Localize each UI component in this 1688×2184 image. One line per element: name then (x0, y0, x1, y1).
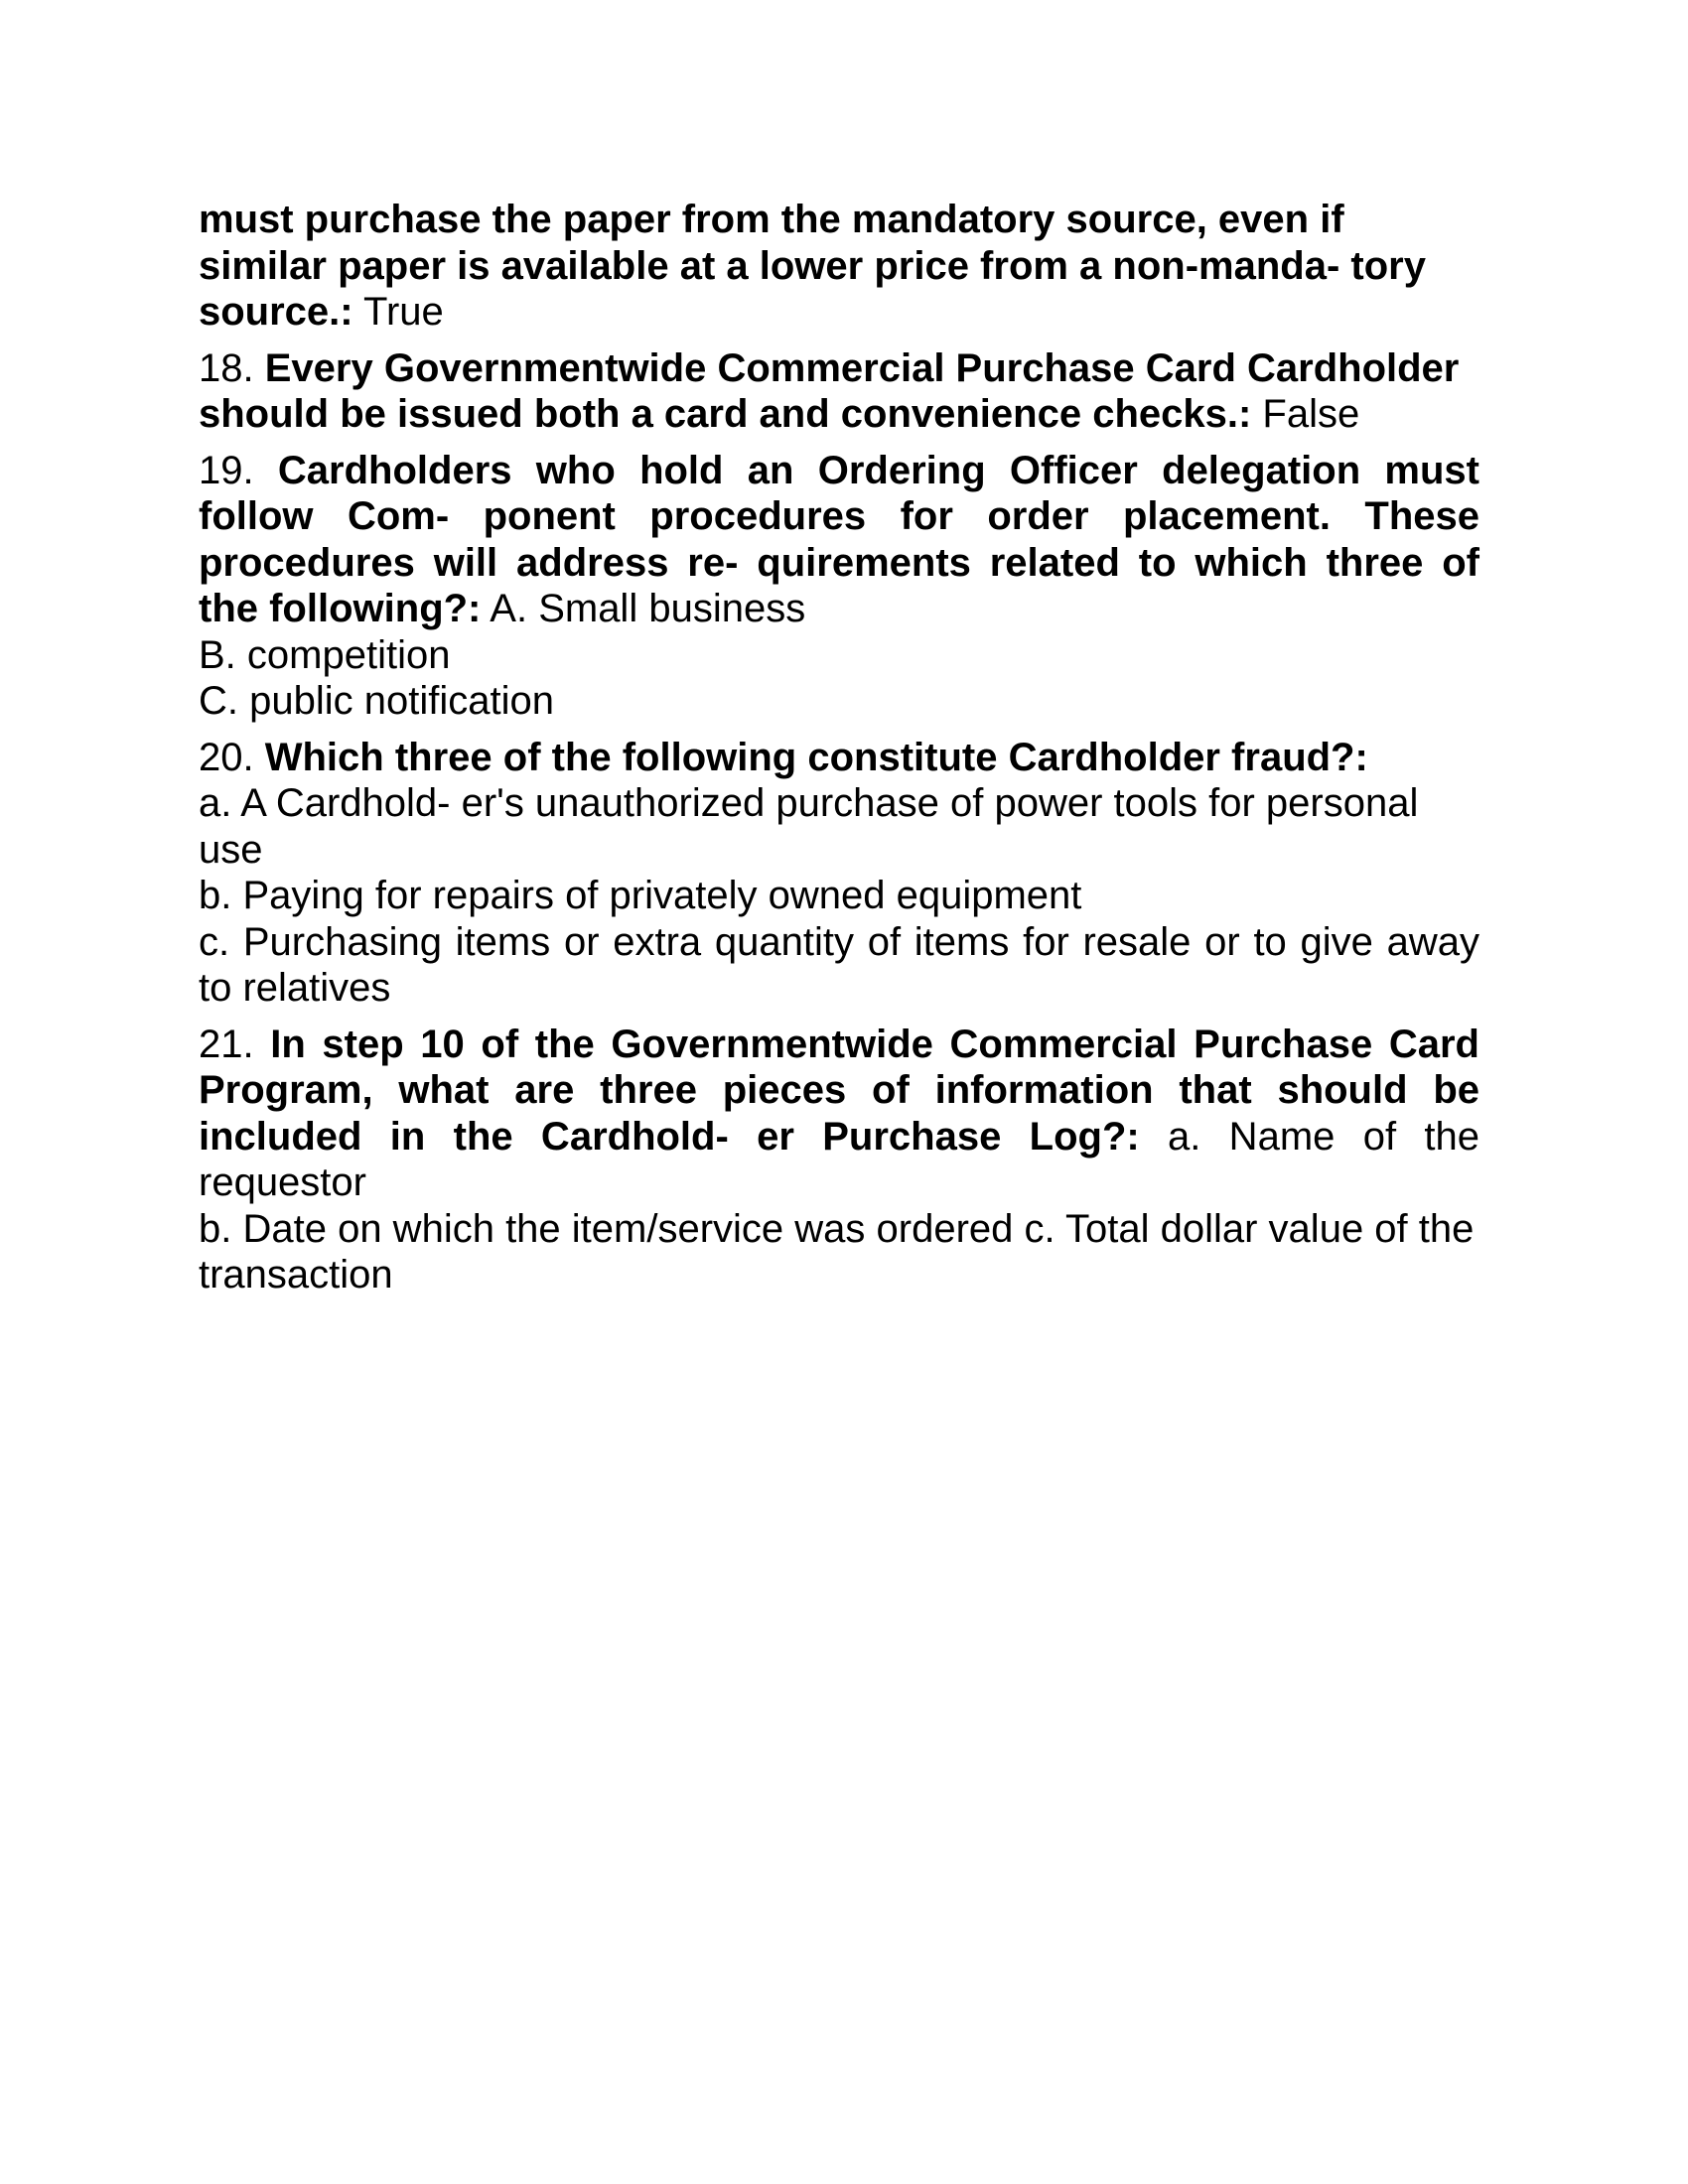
question-text: In step 10 of the Governmentwide Commercial Purchase Card Program, what are three pieces of information that should be included in the Cardhold- er Purchase Log?: (199, 1022, 1479, 1159)
qa-entry-18 (199, 345, 1479, 438)
answer-line: b. Paying for repairs of privately owned equipment (199, 874, 1082, 917)
question-text: must purchase the paper from the mandatory source, even if similar paper is available at a lower price from a non-manda- tory source.: (199, 198, 1426, 334)
answer-text: A. Small business (490, 587, 806, 630)
answer-line: c. Purchasing items or extra quantity of items for resale or to give away to relatives (199, 919, 1479, 1010)
answer-line: b. Date on which the item/service was ordered c. Total dollar value of the transaction (199, 1206, 1475, 1297)
document-page (199, 197, 1479, 1308)
question-text: Cardholders who hold an Ordering Officer delegation must follow Com- ponent procedures for order placement. These procedures will address re- quirements related to which three of the following?: (199, 448, 1479, 630)
answer-text: a. Name of the requestor (199, 1114, 1479, 1204)
qa-entry-21 (199, 1022, 1479, 1298)
question-text: Every Governmentwide Commercial Purchase Card Cardholder should be issued both a card and convenience checks.: (199, 345, 1460, 436)
answer-line: a. A Cardhold- er's unauthorized purchase of power tools for personal use (199, 781, 1419, 872)
qa-entry-20 (199, 735, 1479, 1012)
answer-text: False (1262, 392, 1360, 436)
question-line (199, 735, 1479, 781)
question-text: Which three of the following constitute Cardholder fraud?: (264, 735, 1368, 779)
answer-text: True (363, 290, 444, 334)
question-number: 21. (199, 1022, 254, 1066)
question-number: 19. (199, 448, 254, 492)
question-number: 18. (199, 345, 254, 390)
qa-entry-19 (199, 448, 1479, 725)
answer-line: C. public notification (199, 679, 554, 723)
qa-entry-17 (199, 197, 1479, 336)
question-number: 20. (199, 735, 254, 779)
answer-line: B. competition (199, 632, 451, 677)
